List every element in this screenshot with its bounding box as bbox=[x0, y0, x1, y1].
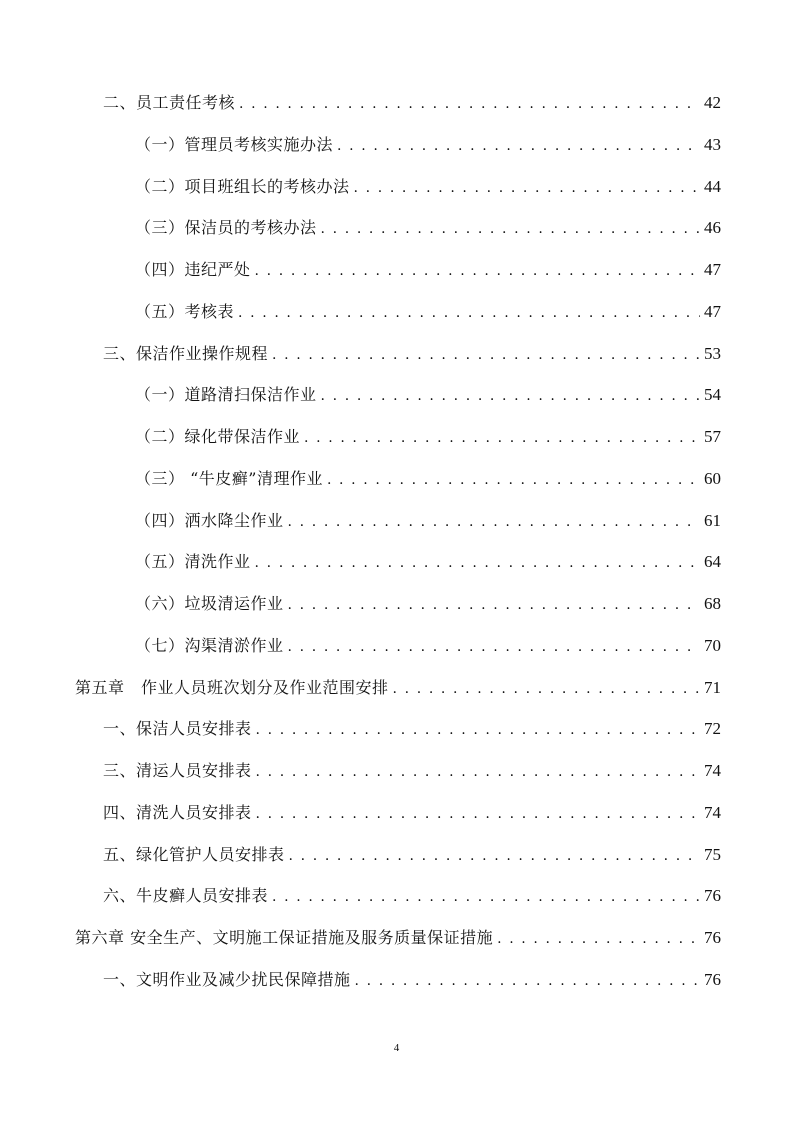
dot-leader bbox=[289, 843, 700, 869]
toc-entry-title: （五）考核表 bbox=[135, 301, 235, 321]
toc-entry-title: 六、牛皮癣人员安排表 bbox=[103, 886, 269, 906]
dot-leader bbox=[256, 801, 700, 827]
dot-leader bbox=[304, 425, 700, 451]
toc-entry[interactable] bbox=[103, 883, 721, 909]
dot-leader bbox=[272, 342, 700, 368]
toc-entry[interactable] bbox=[103, 90, 721, 116]
dot-leader bbox=[321, 383, 700, 409]
toc-entry-page: 57 bbox=[704, 427, 721, 446]
toc-entry-title: 四、清洗人员安排表 bbox=[103, 802, 252, 822]
toc-entry[interactable] bbox=[135, 549, 721, 575]
toc-entry-page: 72 bbox=[704, 719, 721, 739]
toc-entry[interactable] bbox=[135, 508, 721, 534]
toc-entry[interactable] bbox=[103, 716, 721, 742]
dot-leader bbox=[354, 175, 700, 201]
toc-entry-title: 五、绿化管护人员安排表 bbox=[103, 844, 285, 864]
toc-entry[interactable] bbox=[135, 257, 721, 283]
toc-entry[interactable] bbox=[103, 758, 721, 784]
toc-entry-page: 71 bbox=[704, 677, 721, 697]
toc-entry-page: 42 bbox=[704, 93, 721, 112]
toc-entry-page: 74 bbox=[704, 761, 721, 780]
toc-entry-page: 47 bbox=[704, 260, 721, 279]
dot-leader bbox=[337, 133, 700, 159]
toc-entry-page: 43 bbox=[704, 134, 721, 154]
toc-entry-title: （五）清洗作业 bbox=[135, 552, 251, 572]
toc-entry-page: 60 bbox=[704, 468, 721, 488]
toc-entry-page: 64 bbox=[704, 552, 721, 572]
toc-entry-title: 第五章 作业人员班次划分及作业范围安排 bbox=[75, 677, 389, 697]
toc-entry[interactable] bbox=[135, 215, 721, 241]
dot-leader bbox=[255, 550, 700, 576]
toc-entry-title: （三） “牛皮癣”清理作业 bbox=[135, 468, 323, 488]
dot-leader bbox=[288, 592, 700, 618]
dot-leader bbox=[239, 91, 700, 117]
toc-entry-page: 47 bbox=[704, 301, 721, 321]
toc-entry[interactable] bbox=[103, 842, 721, 868]
toc-entry-title: （二）绿化带保洁作业 bbox=[135, 427, 301, 446]
toc-entry-title: 二、员工责任考核 bbox=[103, 93, 236, 112]
toc-entry-page: 74 bbox=[704, 802, 721, 822]
toc-entry[interactable] bbox=[135, 382, 721, 408]
toc-entry-title: 第六章 安全生产、文明施工保证措施及服务质量保证措施 bbox=[75, 928, 494, 947]
toc-entry-page: 75 bbox=[704, 844, 721, 864]
toc-entry-title: （二）项目班组长的考核办法 bbox=[135, 176, 350, 196]
dot-leader bbox=[393, 676, 700, 702]
toc-entry-page: 76 bbox=[704, 928, 721, 947]
toc-entry-title: （一）道路清扫保洁作业 bbox=[135, 385, 317, 405]
toc-entry-page: 54 bbox=[704, 385, 721, 405]
toc-entry[interactable] bbox=[103, 967, 721, 993]
toc-entry[interactable] bbox=[135, 591, 721, 617]
toc-entry[interactable] bbox=[135, 633, 721, 659]
dot-leader bbox=[272, 884, 700, 910]
dot-leader bbox=[497, 926, 700, 952]
toc-entry[interactable] bbox=[75, 925, 721, 951]
toc-entry-page: 76 bbox=[704, 886, 721, 906]
toc-entry-title: （四）违纪严处 bbox=[135, 260, 251, 279]
dot-leader bbox=[255, 258, 700, 284]
toc-entry-title: （四）洒水降尘作业 bbox=[135, 510, 284, 530]
toc-entry-title: （七）沟渠清淤作业 bbox=[135, 635, 284, 655]
toc-entry[interactable] bbox=[135, 299, 721, 325]
dot-leader bbox=[288, 634, 700, 660]
toc-entry[interactable] bbox=[135, 466, 721, 492]
page-number: 4 bbox=[393, 1042, 400, 1054]
toc-entry-page: 44 bbox=[704, 176, 721, 196]
toc-entry-title: 一、文明作业及减少扰民保障措施 bbox=[103, 969, 351, 989]
toc-entry-title: 三、清运人员安排表 bbox=[103, 761, 252, 780]
toc-entry-page: 53 bbox=[704, 343, 721, 363]
toc-entry[interactable] bbox=[135, 424, 721, 450]
dot-leader bbox=[238, 300, 700, 326]
dot-leader bbox=[355, 968, 700, 994]
toc-entry[interactable] bbox=[135, 132, 721, 158]
dot-leader bbox=[256, 717, 700, 743]
toc-entry-title: 三、保洁作业操作规程 bbox=[103, 343, 269, 363]
toc-entry[interactable] bbox=[75, 675, 721, 701]
toc-entry-page: 61 bbox=[704, 510, 721, 530]
toc-entry[interactable] bbox=[135, 174, 721, 200]
toc-entry-title: （六）垃圾清运作业 bbox=[135, 594, 284, 613]
dot-leader bbox=[327, 467, 700, 493]
dot-leader bbox=[256, 759, 700, 785]
toc-entry-title: （一）管理员考核实施办法 bbox=[135, 134, 334, 154]
toc-entry-page: 76 bbox=[704, 969, 721, 989]
toc-entry-title: （三）保洁员的考核办法 bbox=[135, 218, 317, 238]
toc-entry[interactable] bbox=[103, 800, 721, 826]
toc-entry-page: 68 bbox=[704, 594, 721, 613]
toc-entry-title: 一、保洁人员安排表 bbox=[103, 719, 252, 739]
toc-entry-page: 46 bbox=[704, 218, 721, 238]
dot-leader bbox=[288, 509, 700, 535]
toc-entry[interactable] bbox=[103, 341, 721, 367]
dot-leader bbox=[321, 216, 700, 242]
toc-entry-page: 70 bbox=[704, 635, 721, 655]
